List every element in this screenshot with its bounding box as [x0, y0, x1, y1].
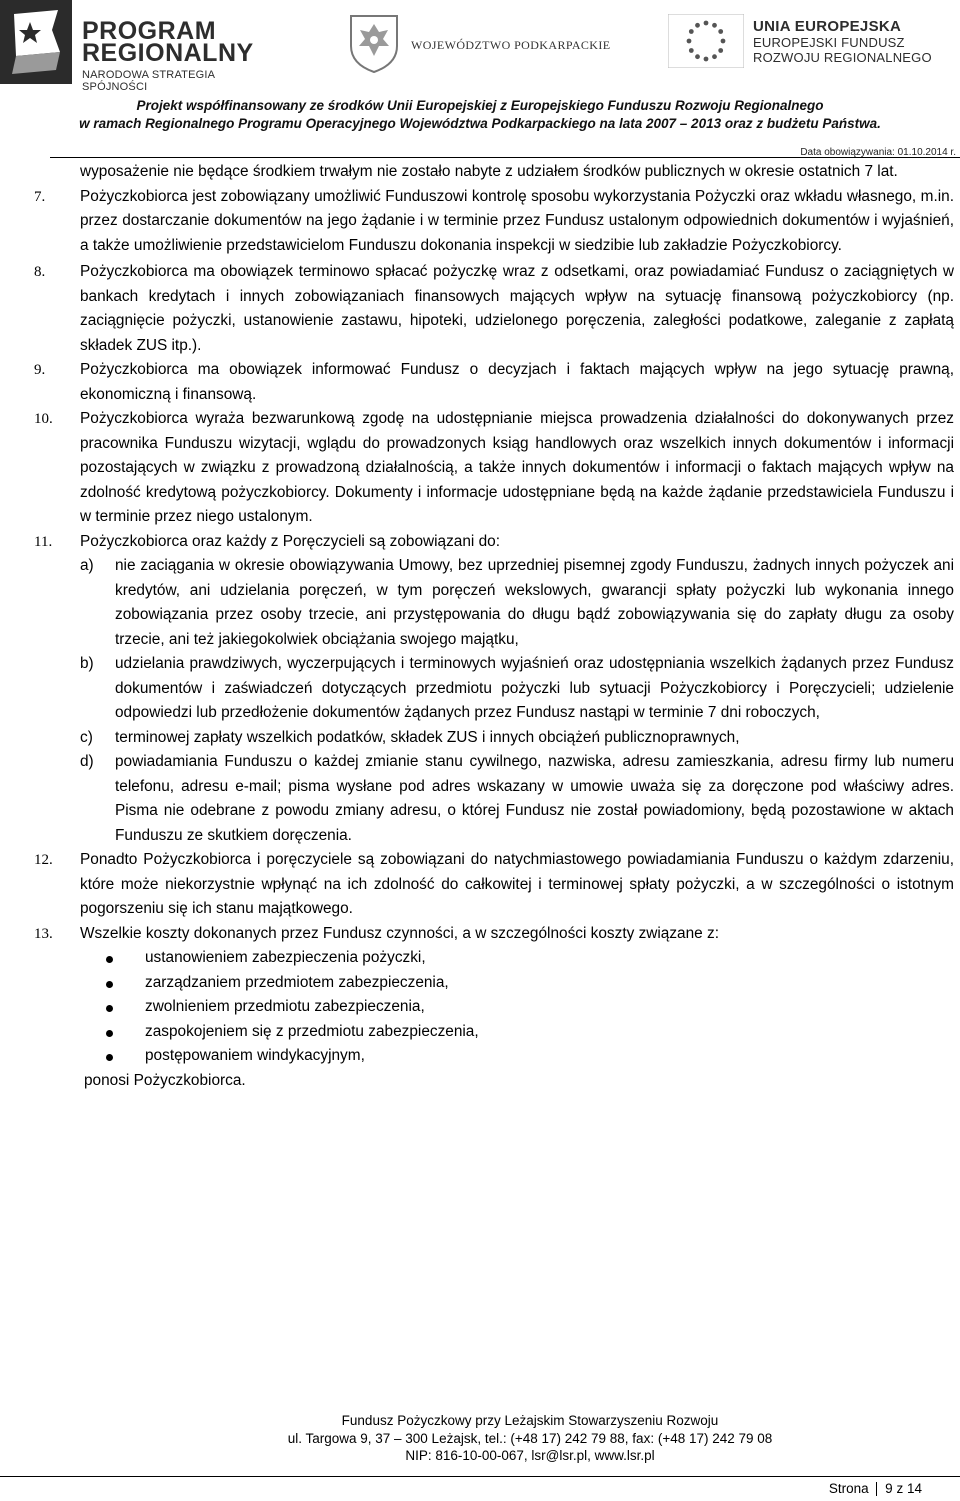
clause-number: 10. [34, 411, 53, 427]
clause-7 [34, 185, 954, 259]
eu-logo [668, 14, 958, 76]
eu-logo-title: UNIA EUROPEJSKA [753, 18, 902, 35]
eu-logo-line2: ROZWOJU REGIONALNEGO [753, 50, 932, 65]
subclause-b [34, 652, 954, 726]
cofinancing-line-2: w ramach Regionalnego Programu Operacyjnego Województwa Podkarpackiego na lata 2007 – 2013 oraz z budżetu Państwa. [79, 116, 881, 131]
page-label: Strona [828, 1481, 869, 1496]
subclause-text: terminowej zapłaty wszelkich podatków, składek ZUS i innych obciążeń publicznoprawnych, [115, 728, 740, 746]
footer-address: ul. Targowa 9, 37 – 300 Leżajsk, tel.: (+48 17) 242 79 88, fax: (+48 17) 242 79 08 [287, 1431, 773, 1446]
subclause-text: udzielania prawdziwych, wyczerpujących i terminowych wyjaśnień oraz udostępniania wszelkich żądanych przez Fundusz dokumentów i zaświadczeń dotyczących przedmiotu pożyczki lub sytuacji Pożyczkobiorcy i Poręczycieli; udzielenie odpowiedzi lub przedłożenie dokumentów żądanych przez Fundusz nastąpi w terminie 7 dni roboczych, [115, 655, 954, 721]
program-logo-line1: PROGRAM [82, 17, 217, 45]
subclause-c [34, 726, 954, 751]
bullet-icon [106, 1054, 113, 1061]
page-current: 9 [885, 1481, 893, 1496]
subclause-label: d) [80, 753, 94, 770]
clause-text: Pożyczkobiorca ma obowiązek terminowo spłacać pożyczkę wraz z odsetkami, oraz powiadamiać Fundusz o zaciągniętych w bankach kredytach i innych zobowiązaniach finansowych mających wpływ na sytuację finansową pożyczkobiorcy (np. zaciągnięcie pożyczki, ustanowienie zastawu, hipoteki, udzielonego poręczenia, zaległości podatkowe, zaleganie z zapłatą składek ZUS itp.). [80, 263, 954, 354]
clause-10 [34, 407, 954, 530]
clause-number: 11. [34, 533, 53, 550]
bullet-text: zarządzaniem przedmiotem zabezpieczenia, [145, 973, 449, 991]
footer-divider [0, 1476, 960, 1477]
bullet-icon [106, 956, 113, 963]
coat-of-arms-icon [345, 12, 403, 74]
eu-flag-icon [668, 14, 744, 68]
cost-bullet [34, 1020, 954, 1045]
bullet-text: zaspokojeniem się z przedmiotu zabezpieczenia, [145, 1022, 479, 1040]
cost-bullet [34, 946, 954, 971]
clause-text: Wszelkie koszty dokonanych przez Fundusz czynności, a w szczególności koszty związane z: [80, 924, 719, 942]
bullet-text: zwolnieniem przedmiotu zabezpieczenia, [145, 998, 425, 1015]
program-regionalny-logo [0, 0, 270, 93]
footer-contact: NIP: 816-10-00-067, lsr@lsr.pl, www.lsr.pl [405, 1448, 655, 1463]
clause-text: Pożyczkobiorca jest zobowiązany umożliwić Funduszowi kontrolę sposobu wykorzystania Pożyczki oraz wkładu własnego, m.in. przez dostarczanie dokumentów na jego żądanie i w terminie przez Fundusz ustalonym odpowiednich dokumentów i wyjaśnień, a także umożliwienie przedstawicielom Funduszu dokonania inspekcji w siedzibie lub zakładzie Pożyczkobiorcy. [80, 187, 954, 254]
page-of: z [896, 1481, 904, 1496]
bullet-text: ustanowieniem zabezpieczenia pożyczki, [145, 949, 426, 966]
subclause-label: a) [80, 557, 94, 574]
flag-emblem-icon [0, 0, 72, 84]
continuation-paragraph: wyposażenie nie będące środkiem trwałym nie zostało nabyte z udziałem środków publicznych w okresie ostatnich 7 lat. [80, 163, 898, 180]
cofinancing-line-1: Projekt współfinansowany ze środków Unii Europejskiej z Europejskiego Funduszu Rozwoju Regionalnego [136, 98, 824, 113]
program-logo-line2: REGIONALNY [82, 39, 254, 67]
clause-11 [34, 530, 954, 555]
header-divider [50, 157, 960, 158]
eu-logo-line1: EUROPEJSKI FUNDUSZ [753, 35, 905, 50]
subclause-label: b) [80, 655, 94, 672]
subclause-text: nie zaciągania w okresie obowiązywania Umowy, bez uprzedniej pisemnej zgody Funduszu, żadnych innych pożyczek ani kredytów, ani udzielania poręczeń, w tym poręczeń wekslowych, gwarancji spłaty pożyczki lub wykonania innego zobowiązania przez osoby trzecie, ani przystępowania do długu bądź zobowiązywania się do zapłaty długu za osoby trzecie, ani też jakiegokolwiek obciążania swojego majątku, [115, 557, 954, 648]
bullet-icon [106, 1005, 113, 1012]
clause-number: 7. [34, 188, 46, 205]
clause-text: Pożyczkobiorca oraz każdy z Poręczycieli są zobowiązani do: [80, 532, 501, 550]
document-body [34, 160, 954, 1093]
cost-bullet [34, 995, 954, 1020]
subclause-text: powiadamiania Funduszu o każdej zmianie stanu cywilnego, nazwiska, adresu zamieszkania, adresu firmy lub numeru telefonu, adresu e-mail; pisma wysłane pod adres wskazany w umowie uważa się za doręczone pod właściwy adres. Pisma nie odebrane z powodu zmiany adresu, o której Fundusz nie został powiadomiony, będą pozostawione w aktach Funduszu ze skutkiem doręczenia. [115, 753, 954, 844]
bullet-icon [106, 981, 113, 988]
program-logo-line3: NARODOWA STRATEGIA SPÓJNOŚCI [82, 69, 215, 93]
subclause-a [34, 554, 954, 652]
wojewodztwo-logo [345, 12, 611, 72]
subclause-label: c) [80, 728, 93, 746]
bullet-icon [106, 1030, 113, 1037]
cost-bullet [34, 1044, 954, 1069]
clause-12 [34, 848, 954, 922]
clause-8 [34, 260, 954, 358]
clause-text: Pożyczkobiorca ma obowiązek informować Fundusz o decyzjach i faktach mających wpływ na jego sytuację prawną, ekonomiczną i finansową. [80, 361, 954, 403]
page-total: 14 [906, 1481, 922, 1496]
clause-text: Pożyczkobiorca wyraża bezwarunkową zgodę na udostępnianie miejsca prowadzenia działalności do dokonywanych przez pracownika Funduszu wizytacji, wglądu do prowadzonych ksiąg handlowych oraz wszelkich innych dokumentów i informacji pozostających w związku z prowadzoną działalnością, a także innych dokumentów i informacji o faktach mających wpływ na zdolność kredytową pożyczkobiorcy. Dokumenty i informacje udostępniane będą na każde żądanie przedstawiciela Funduszu i w terminie przez niego ustalonym. [80, 410, 954, 525]
clause-9 [34, 358, 954, 407]
validity-date: Data obowiązywania: 01.10.2014 r. [800, 147, 956, 158]
subclause-d [34, 750, 954, 848]
clause-number: 8. [34, 264, 46, 280]
cost-bullet [34, 971, 954, 996]
clause-number: 9. [34, 362, 46, 378]
closing-line: ponosi Pożyczkobiorca. [84, 1071, 246, 1089]
clause-13 [34, 922, 954, 947]
bullet-text: postępowaniem windykacyjnym, [145, 1047, 365, 1064]
footer-org-name: Fundusz Pożyczkowy przy Leżajskim Stowarzyszeniu Rozwoju [341, 1413, 719, 1428]
wojewodztwo-text: WOJEWÓDZTWO PODKARPACKIE [411, 38, 611, 52]
clause-number: 13. [34, 925, 53, 942]
page-number [829, 1481, 922, 1496]
clause-number: 12. [34, 852, 53, 868]
clause-text: Ponadto Pożyczkobiorca i poręczyciele są zobowiązani do natychmiastowego powiadamiania Funduszu o każdym zdarzeniu, które może niekorzystnie wpłynąć na ich zdolność do całkowitej i terminowej spłaty pożyczki, a w szczególności o istotnym pogorszeniu się ich stanu majątkowego. [80, 851, 954, 917]
page-separator [876, 1482, 877, 1496]
